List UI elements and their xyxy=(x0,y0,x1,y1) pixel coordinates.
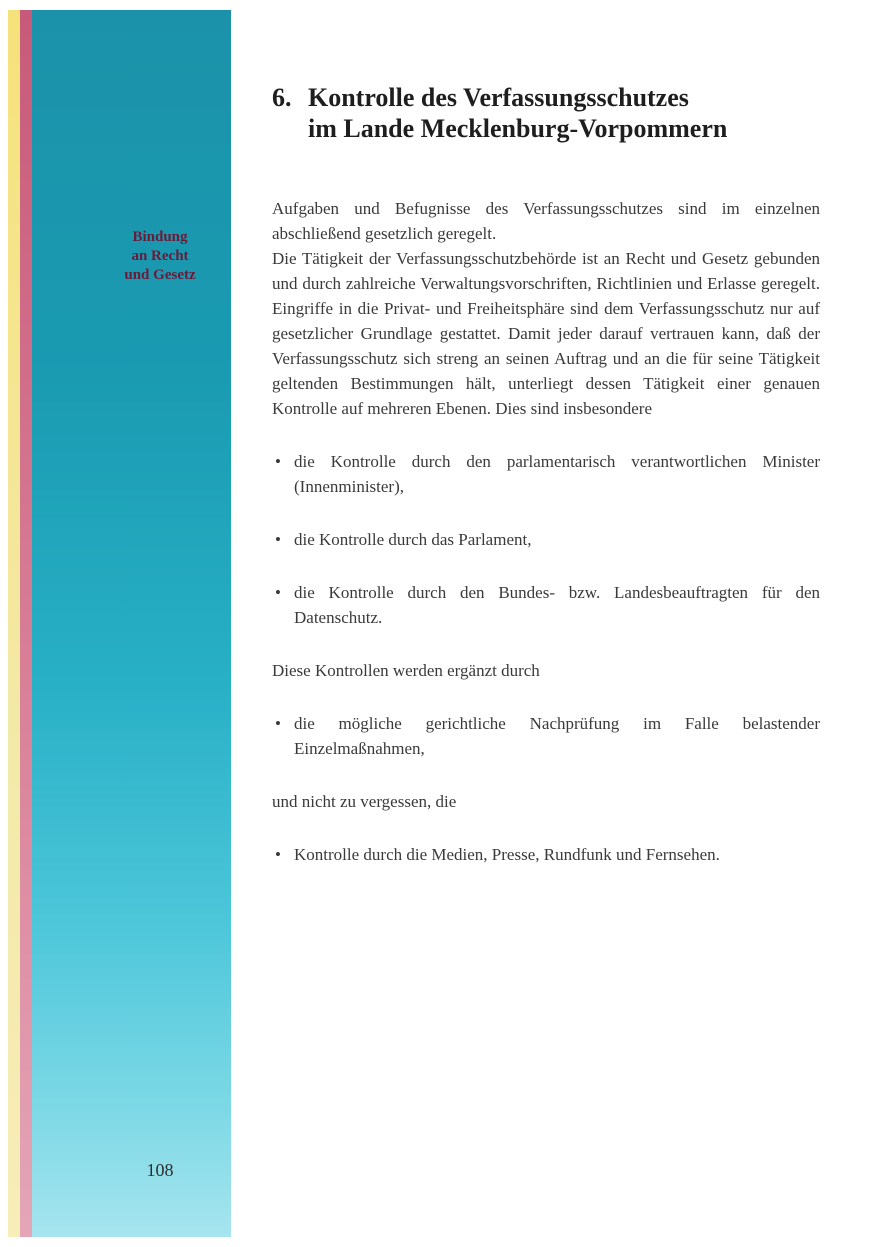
list-item-text: die mögliche gerichtliche Nachprüfung im Falle belastender Einzelmaßnahmen, xyxy=(294,714,820,758)
list-item xyxy=(272,580,820,630)
margin-note-line: und Gesetz xyxy=(124,267,196,283)
bullet-icon: • xyxy=(275,845,281,864)
chapter-heading xyxy=(272,82,820,144)
list-item xyxy=(272,842,820,867)
bullet-icon: • xyxy=(275,530,281,549)
margin-strip-yellow xyxy=(8,10,20,1237)
bullet-icon: • xyxy=(275,714,281,733)
closing-paragraph: und nicht zu vergessen, die xyxy=(272,792,457,811)
main-content xyxy=(272,82,820,867)
intro-paragraph: Aufgaben und Befugnisse des Verfassungsschutzes sind im einzelnen abschließend gesetzlich geregelt. xyxy=(272,199,820,243)
margin-note-line: an Recht xyxy=(131,248,189,264)
list-item-text: die Kontrolle durch den parlamentarisch verantwortlichen Minister (Innenminister), xyxy=(294,452,820,496)
list-item-text: Kontrolle durch die Medien, Presse, Rundfunk und Fernsehen. xyxy=(294,845,720,864)
control-list xyxy=(272,449,820,630)
supplement-paragraph: Diese Kontrollen werden ergänzt durch xyxy=(272,661,540,680)
bullet-icon: • xyxy=(275,583,281,602)
margin-note xyxy=(95,228,225,285)
margin-strip-teal xyxy=(32,10,231,1237)
list-item xyxy=(272,527,820,552)
chapter-title-line-2: im Lande Mecklenburg-Vorpommern xyxy=(308,114,728,143)
bullet-icon: • xyxy=(275,452,281,471)
page-number: 108 xyxy=(146,1160,174,1180)
margin-strip-pink xyxy=(20,10,32,1237)
list-item-text: die Kontrolle durch den Bundes- bzw. Landesbeauftragten für den Datenschutz. xyxy=(294,583,820,627)
list-item-text: die Kontrolle durch das Parlament, xyxy=(294,530,532,549)
list-item xyxy=(272,711,820,761)
list-item xyxy=(272,449,820,499)
media-list xyxy=(272,842,820,867)
intro-paragraph: Die Tätigkeit der Verfassungsschutzbehörde ist an Recht und Gesetz gebunden und durch zahlreiche Verwaltungsvorschriften, Richtlinien und Erlasse geregelt. Eingriffe in die Privat- und Freiheitsphäre sind dem Verfassungsschutz nur auf gesetzlicher Grundlage gestattet. Damit jeder darauf vertrauen kann, daß der Verfassungsschutz sich streng an seinen Auftrag und an die für seine Tätigkeit geltenden Bestimmungen hält, unterliegt dessen Tätigkeit einer genauen Kontrolle auf mehreren Ebenen. Dies sind insbesondere xyxy=(272,249,820,418)
chapter-title-line-1: Kontrolle des Verfassungsschutzes xyxy=(308,83,689,112)
chapter-number: 6. xyxy=(272,83,292,112)
margin-note-line: Bindung xyxy=(132,229,188,245)
supplement-list xyxy=(272,711,820,761)
